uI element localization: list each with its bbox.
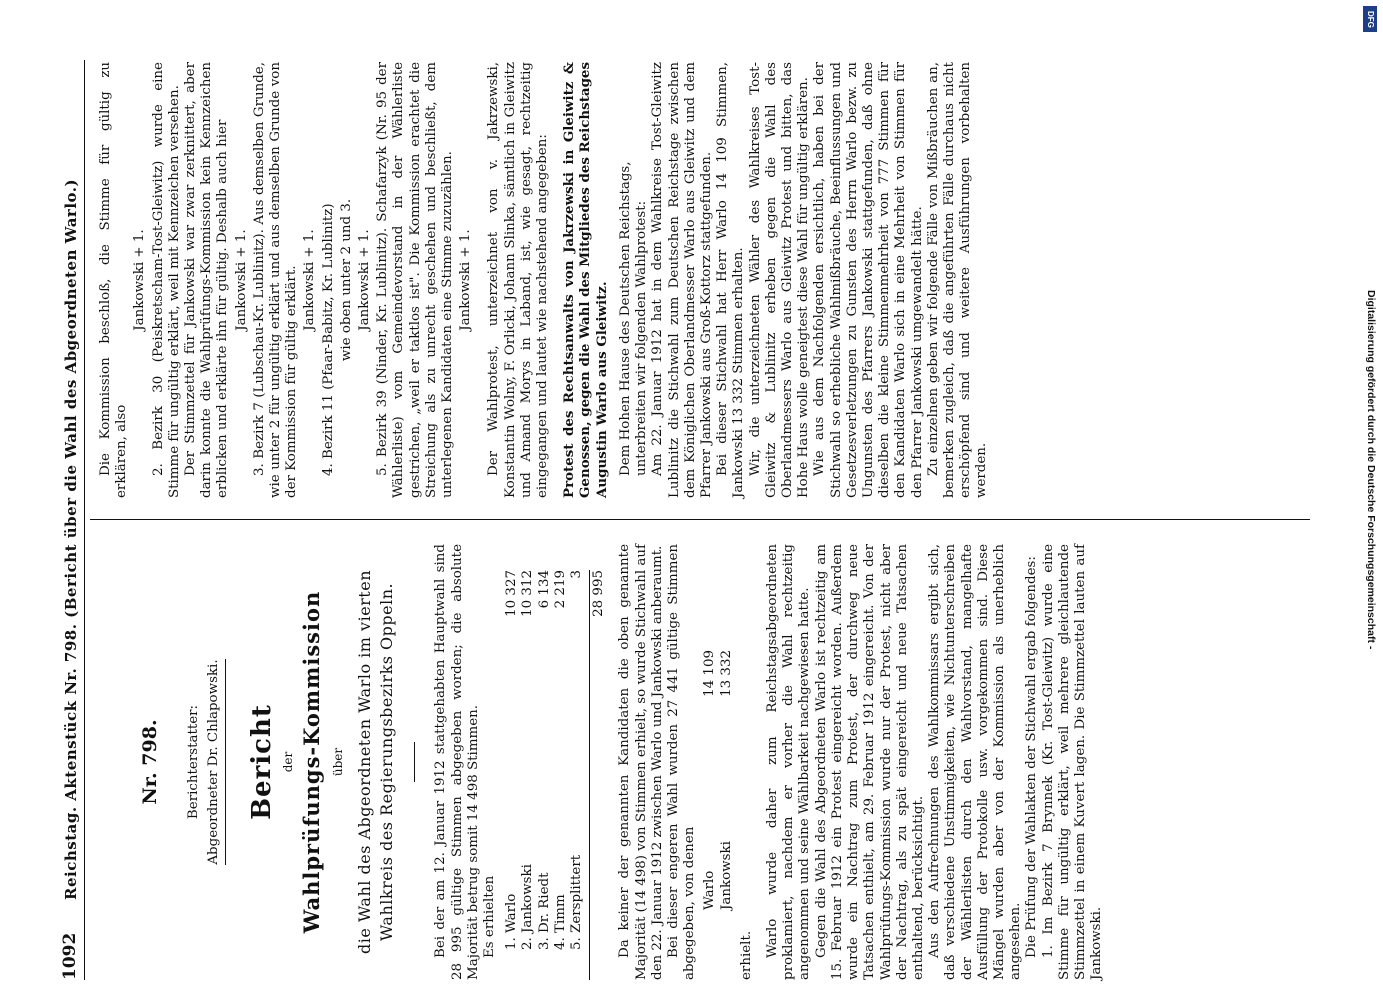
vote-label: 1. Warlo	[504, 893, 520, 950]
erhielt: erhielt.	[738, 930, 754, 980]
vote-value: 10 312	[520, 570, 536, 617]
vote-label: 3. Dr. Riedt	[536, 872, 552, 950]
paragraph: Bei dieser engeren Wahl wurden 27 441 gültige Stimmen abgegeben, von denen	[666, 544, 698, 980]
paragraph: 5. Bezirk 39 (Ninder, Kr. Lublinitz). Schafarzyk (Nr. 95 der Wählerliste) vom Gemeindevorstand in der Wählerliste gestrichen, „weil er taktlos ist". Die Kommission erachtet die Streichung als zu unrecht geschehen und beschließt, dem unterlegenen Kandidaten eine Stimme zuzuzählen.	[375, 62, 456, 498]
paragraph: Wie aus dem Nachfolgenden ersichtlich, haben bei der Stichwahl so erhebliche Wahlmißbräuche, Beeinflussungen und Gesetzesverletzungen zu Gunsten des Herrn Warlo bezw. zu Ungunsten des Pfarrers Jankowski stattgefunden, daß ohne dieselben die kleine Stimmenmehrheit von 777 Stimmen für den Kandidaten Warlo sich in eine Mehrheit von Stimmen für den Pfarrer Jankowski umgewandelt hätte.	[812, 62, 925, 498]
berichterstatter-name: Abgeordneter Dr. Chlapowski.	[206, 659, 225, 864]
paragraph: Da keiner der genannten Kandidaten die oben genannte Majorität (14 498) von Stimmen erhielt, so wurde Stichwahl auf den 22. Januar 1912 zwischen Warlo und Jankowski anberaumt.	[617, 544, 665, 980]
report-title: Bericht	[246, 704, 277, 820]
result-line: Jankowski + 1.	[458, 229, 474, 331]
paragraph: Der Stimmzettel für Jankowski war zwar zerknittert, aber darin konnte die Wahlprüfungs-Kommission kein Kennzeichen erblicken und erklärte ihn für gültig. Deshalb auch hier	[183, 62, 231, 498]
section-rule	[414, 742, 415, 782]
paragraph: 4. Bezirk 11 (Pfaar-Babitz, Kr. Lublinitz)	[320, 203, 336, 476]
title-der: der	[280, 751, 295, 773]
runoff-table	[702, 650, 734, 910]
result-line: Jankowski + 1.	[233, 229, 249, 331]
title-ueber: über	[331, 747, 346, 777]
paragraph: Gegen die Wahl des Abgeordneten Warlo ist rechtzeitig am 15. Februar 1912 ein Protest eingereicht worden. Außerdem wurde ein Nachtrag zum Protest, der durchweg neue Tatsachen enthielt, am 29. Februar 1912 eingereicht. Von der Wahlprüfungs-Kommission wurde nur der Protest, nicht aber der Nachtrag, als zu spät eingereicht und neue Tatsachen enthaltend, berücksichtigt.	[813, 544, 926, 980]
vote-value: 3	[569, 570, 585, 579]
votes-table	[504, 570, 585, 950]
result-line: Jankowski + 1.	[357, 229, 373, 331]
digitization-credit	[1359, 0, 1383, 1000]
right-column	[98, 62, 991, 498]
paragraph: Zu einzelnen geben wir folgende Fälle von Mißbräuchen an, bemerken zugleich, daß die angeführten Fälle durchaus nicht erschöpfend sind und weitere Ausführungen vorbehalten werden.	[925, 62, 990, 498]
paragraph: Aus den Aufrechnungen des Wahlkommissars ergibt sich, daß verschiedene Unstimmigkeiten, wie Nichtunterschreiben der Wählerlisten durch den Wahlvorstand, mangelhafte Ausfüllung der Protokolle usw. vorgekommen sind. Diese Mängel wurden aber von der Kommission als unerheblich angesehen.	[927, 544, 1024, 980]
table-row	[520, 570, 536, 950]
runoff-label: Warlo	[702, 870, 718, 910]
runoff-value: 13 332	[718, 650, 734, 697]
paragraph: Der Wahlprotest, unterzeichnet von v. Jakrzewski, Konstantin Wolny, F. Orlicki, Johann Slinka, sämtlich in Gleiwitz und Amand Morys in Laband, ist, wie gesagt, rechtzeitig eingegangen und lautet wie nachstehend angegeben:	[486, 62, 551, 498]
report-subject: die Wahl des Abgeordneten Warlo im vierten Wahlkreis des Regierungsbezirks Oppeln.	[355, 569, 397, 955]
result-line: Jankowski + 1.	[302, 229, 318, 331]
dfg-logo: DFG	[1363, 6, 1377, 32]
table-row	[702, 650, 718, 910]
document-page	[60, 60, 1325, 980]
paragraph: Wir, die unterzeichneten Wähler des Wahlkreises Tost-Gleiwitz & Lublinitz erheben gegen die Wahl des Oberlandmessers Warlo aus Gleiwitz Protest und bitten, das Hohe Haus wolle geneigtest diese Wahl für ungültig erklären.	[747, 62, 812, 498]
paragraph: 3. Bezirk 7 (Lubschau-Kr. Lublinitz). Aus demselben Grunde, wie unter 2 für ungültig erklärt und aus demselben Grunde von der Kommission für gültig erklärt.	[251, 62, 300, 498]
table-row	[504, 570, 520, 950]
commission-title: Wahlprüfungs-Kommission	[299, 590, 325, 934]
vote-label: 2. Jankowski	[520, 864, 536, 950]
es-erhielten: Es erhielten	[482, 875, 498, 958]
paragraph: Am 22. Januar 1912 hat in dem Wahlkreise Tost-Gleiwitz Lublinitz die Stichwahl zum Deutschen Reichstage zwischen dem Königlichen Oberlandmesser Warlo aus Gleiwitz und dem Pfarrer Jankowski aus Groß-Kottorz stattgefunden.	[650, 62, 714, 498]
vote-label: 4. Timm	[552, 894, 568, 950]
votes-total: 28 995	[589, 570, 607, 980]
table-row	[553, 570, 569, 950]
paragraph: Die Prüfung der Wahlakten der Stichwahl ergab folgendes:	[1024, 556, 1040, 958]
protest-heading: Protest des Rechtsanwalts von Jakrzewski in Gleiwitz & Genossen, gegen die Wahl des Mitgliedes des Reichstages Augustin Warlo aus Gleiwitz.	[561, 62, 610, 498]
vote-label: 5. Zersplittert	[569, 854, 585, 950]
runoff-label: Jankowski	[718, 841, 734, 910]
digitization-text: Digitalisierung gefördert durch die Deutsche Forschungsgemeinschaft -	[1365, 290, 1377, 650]
running-head-text: Reichstag. Aktenstück Nr. 798. (Bericht über die Wahl des Abgeordneten Warlo.)	[62, 178, 80, 900]
paragraph: 2. Bezirk 30 (Peiskretscham-Tost-Gleiwitz) wurde eine Stimme für ungültig erklärt, weil mit Kennzeichen versehen.	[150, 62, 182, 498]
result-line: Jankowski + 1.	[132, 229, 148, 331]
paragraph: Warlo wurde daher zum Reichstagsabgeordneten proklamiert, nachdem er vorher die Wahl rechtzeitig angenommen und seine Wählbarkeit nachgewiesen hatte.	[765, 544, 813, 980]
paragraph: Die Kommission beschloß, die Stimme für gültig zu erklären, also	[98, 62, 130, 498]
vote-value: 10 327	[504, 570, 520, 617]
paragraph: Bei der am 12. Januar 1912 stattgehabten Hauptwahl sind 28 995 gültige Stimmen abgegeben worden; die absolute Majorität betrug somit 14 498 Stimmen.	[433, 544, 481, 980]
vote-value: 6 134	[536, 570, 552, 609]
running-head	[60, 60, 85, 980]
column-divider	[90, 519, 1310, 520]
document-number: Nr. 798.	[139, 719, 161, 805]
vote-value: 2 219	[552, 570, 568, 609]
page-number: 1092	[60, 932, 80, 980]
result-line: wie oben unter 2 und 3.	[338, 198, 354, 362]
runoff-value: 14 109	[702, 650, 718, 697]
berichterstatter-label: Berichterstatter:	[186, 704, 202, 820]
paragraph: 1. Im Bezirk 7 Brynnek (Kr. Tost-Gleiwitz) wurde eine Stimme für ungültig erklärt, weil mehrere gleichlautende Stimmzettel in einem Kuvert lagen. Die Stimmzettel lauten auf Jankowski.	[1040, 544, 1105, 980]
paragraph: unterbreiten wir folgenden Wahlprotest:	[634, 200, 650, 476]
table-row	[569, 570, 585, 950]
paragraph: Bei dieser Stichwahl hat Herr Warlo 14 109 Stimmen, Jankowski 13 332 Stimmen erhalten.	[715, 62, 747, 498]
table-row	[719, 650, 735, 910]
table-row	[537, 570, 553, 950]
paragraph: Dem Hohen Hause des Deutschen Reichstags,	[617, 161, 633, 476]
left-column	[98, 544, 1105, 980]
